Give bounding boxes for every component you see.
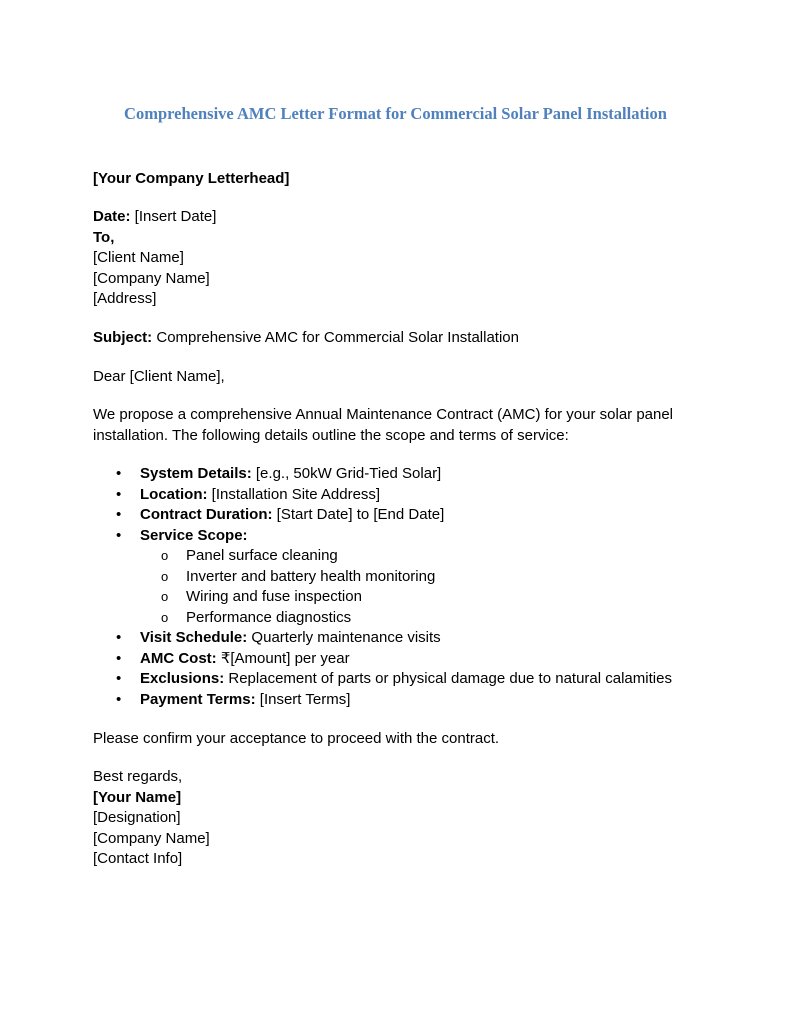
item-value: [Start Date] to [End Date]	[272, 506, 445, 523]
date-value: [Insert Date]	[130, 208, 217, 225]
item-label: Service Scope:	[140, 527, 248, 544]
signature-name: [Your Name]	[93, 789, 182, 806]
recipient-client-name: [Client Name]	[93, 249, 184, 266]
item-label: Payment Terms:	[140, 691, 256, 708]
document-title: Comprehensive AMC Letter Format for Commercial Solar Panel Installation	[124, 104, 667, 123]
bullet-icon: •	[116, 670, 122, 687]
date-label: Date:	[93, 208, 131, 225]
subject-value: Comprehensive AMC for Commercial Solar Installation	[152, 329, 519, 346]
subject-label: Subject:	[93, 329, 153, 346]
intro-line-2: installation. The following details outline the scope and terms of service:	[93, 427, 569, 444]
letterhead: [Your Company Letterhead]	[93, 170, 290, 187]
subject-line	[93, 328, 519, 348]
signature-designation: [Designation]	[93, 809, 181, 826]
item-label: Visit Schedule:	[140, 629, 248, 646]
sub-bullet-icon: o	[161, 589, 169, 604]
item-label: Exclusions:	[140, 670, 225, 687]
sub-item-text: Wiring and fuse inspection	[186, 588, 362, 605]
item-value: ₹[Amount] per year	[216, 650, 350, 667]
bullet-icon: •	[116, 486, 122, 503]
item-value: [Installation Site Address]	[207, 486, 381, 503]
sub-bullet-icon: o	[161, 548, 169, 563]
date-line	[93, 207, 216, 227]
bullet-icon: •	[116, 527, 122, 544]
signoff: Best regards,	[93, 768, 183, 785]
item-value: [Insert Terms]	[255, 691, 351, 708]
bullet-icon: •	[116, 650, 122, 667]
signature-company: [Company Name]	[93, 830, 210, 847]
sub-bullet-icon: o	[161, 610, 169, 625]
sub-item-text: Panel surface cleaning	[186, 547, 338, 564]
bullet-icon: •	[116, 629, 122, 646]
intro-line-1: We propose a comprehensive Annual Maintenance Contract (AMC) for your solar panel	[93, 406, 674, 423]
recipient-company-name: [Company Name]	[93, 270, 210, 287]
sub-bullet-icon: o	[161, 569, 169, 584]
bullet-icon: •	[116, 506, 122, 523]
item-value: Quarterly maintenance visits	[247, 629, 441, 646]
item-label: Location:	[140, 486, 208, 503]
bullet-icon: •	[116, 691, 122, 708]
item-value: [e.g., 50kW Grid-Tied Solar]	[251, 465, 442, 482]
item-label: System Details:	[140, 465, 252, 482]
bullet-icon: •	[116, 465, 122, 482]
item-label: AMC Cost:	[140, 650, 217, 667]
sub-item-text: Inverter and battery health monitoring	[186, 568, 436, 585]
item-label: Contract Duration:	[140, 506, 273, 523]
to-label: To,	[93, 229, 115, 246]
salutation: Dear [Client Name],	[93, 368, 225, 385]
sub-item-text: Performance diagnostics	[186, 609, 352, 626]
signature-contact: [Contact Info]	[93, 850, 183, 867]
item-value: Replacement of parts or physical damage due to natural calamities	[224, 670, 672, 687]
recipient-address: [Address]	[93, 290, 157, 307]
closing-line: Please confirm your acceptance to proceed with the contract.	[93, 730, 500, 747]
